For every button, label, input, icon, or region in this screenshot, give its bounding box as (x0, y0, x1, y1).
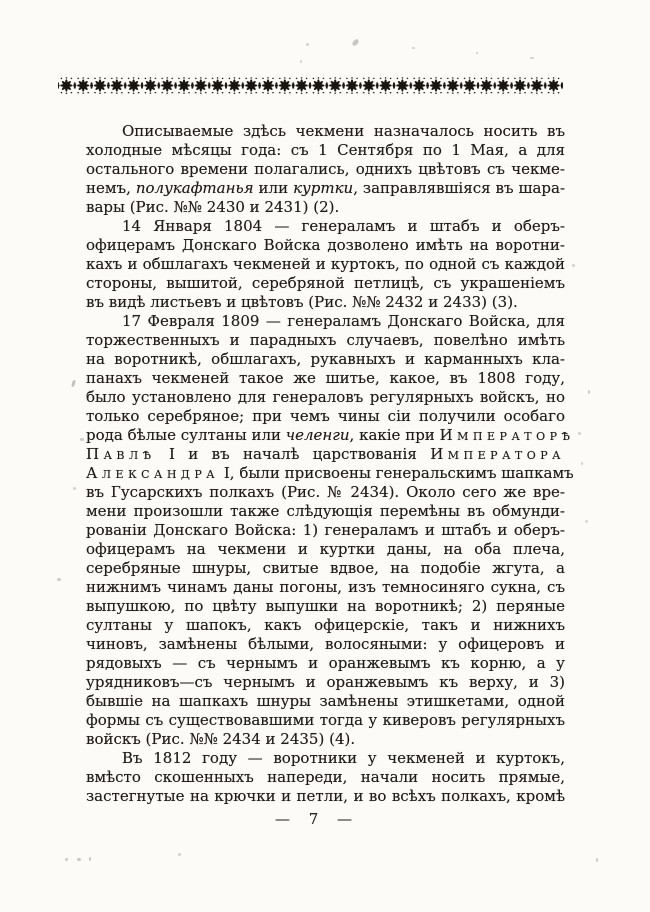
text-line (86, 407, 565, 426)
text-line (86, 293, 565, 312)
text-line (86, 692, 565, 711)
text-line (86, 274, 565, 293)
text-run: или (253, 179, 294, 197)
scan-speck (306, 43, 309, 46)
scan-speck (476, 52, 478, 54)
text-run: формы съ существовавшими тогда у киверовъ регулярныхъ (86, 711, 565, 729)
scan-speck (588, 390, 590, 394)
ornament-band (58, 77, 563, 94)
text-run: бывшіе на шапкахъ шнуры замѣнены этишкетами, одной (86, 692, 565, 710)
text-line (86, 578, 565, 597)
text-line (86, 426, 575, 445)
text-run: въ Гусарскихъ полкахъ (Рис. № 2434). Около сего же вре- (86, 483, 565, 501)
text-line (86, 255, 565, 274)
floral-rosette-band-icon (58, 77, 563, 94)
text-run: остального времени полагались, однихъ цвѣтовъ съ чекме- (86, 160, 565, 178)
text-run: вмѣсто скошенныхъ напереди, начали носить прямые, (86, 768, 565, 786)
text-line (86, 654, 565, 673)
scan-speck (57, 578, 61, 581)
text-line (86, 350, 565, 369)
text-line (86, 141, 565, 160)
text-run: кахъ и обшлагахъ чекменей и куртокъ, по одной съ каждой (86, 255, 565, 273)
royal-name: Павлѣ (86, 445, 156, 463)
text-line (86, 597, 565, 616)
text-run: въ видѣ листьевъ и цвѣтовъ (Рис. №№ 2432 и 2433) (3). (86, 293, 518, 311)
text-run: выпушкою, по цвѣту выпушки на воротникѣ; 2) перяные (86, 597, 565, 615)
text-line (86, 369, 565, 388)
text-line (86, 673, 565, 692)
scan-speck (596, 858, 598, 862)
scan-speck (412, 47, 415, 49)
text-run: , какіе при (349, 426, 440, 444)
text-run: серебряные шнуры, свитые вдвое, на подобіе жгута, а (86, 559, 565, 577)
page-number-label: — 7 — (274, 810, 353, 828)
scan-speck (77, 858, 81, 861)
text-run: немъ, (86, 179, 136, 197)
text-run: торжественныхъ и парадныхъ случаевъ, повелѣно имѣть (86, 331, 565, 349)
text-run: на воротникѣ, обшлагахъ, рукавныхъ и карманныхъ кла- (86, 350, 565, 368)
text-run: , заправлявшіяся въ шара- (353, 179, 566, 197)
text-run: урядниковъ—съ чернымъ и оранжевымъ къ верху, и 3) (86, 673, 565, 691)
text-run: 17 Февраля 1809 — генераламъ Донскаго Войска, для (122, 312, 565, 330)
paragraph (86, 217, 565, 312)
scan-speck (300, 60, 302, 63)
text-run: Въ 1812 году — воротники у чекменей и куртокъ, (122, 749, 565, 767)
text-line (86, 388, 565, 407)
paragraph (86, 122, 565, 217)
text-block (86, 122, 575, 806)
italic-term: полукафтанья (135, 179, 254, 197)
royal-name: Императорѣ (439, 426, 575, 444)
text-run: вары (Рис. №№ 2430 и 2431) (2). (86, 198, 340, 216)
scan-speck (89, 857, 91, 861)
paragraph (86, 749, 565, 806)
text-run: холодные мѣсяцы года: съ 1 Сентября по 1 Мая, а для (86, 141, 565, 159)
scan-speck (530, 57, 534, 59)
text-run: было установлено для генераловъ регулярныхъ войскъ, но (86, 388, 565, 406)
royal-name: Александра (86, 464, 220, 482)
text-run: I, были присвоены генеральскимъ шапкамъ (219, 464, 574, 482)
text-run: I и въ началѣ царствованія (155, 445, 431, 463)
text-line (86, 331, 565, 350)
scan-speck (585, 520, 588, 523)
text-line (86, 160, 565, 179)
text-line (86, 616, 565, 635)
scan-speck (65, 858, 68, 861)
text-line (86, 768, 565, 787)
text-run: только серебряное; при чемъ чины сіи получили особаго (86, 407, 565, 425)
scan-speck (178, 853, 181, 856)
text-run: мени произошли также слѣдующія перемѣны въ обмунди- (86, 502, 565, 520)
italic-term: челенги (285, 426, 350, 444)
text-line (86, 559, 565, 578)
page-number (74, 810, 553, 828)
text-run: рядовыхъ — съ чернымъ и оранжевымъ къ корню, а у (86, 654, 565, 672)
text-run: рода бѣлые султаны или (86, 426, 286, 444)
text-run: 14 Января 1804 — генераламъ и штабъ и оберъ- (122, 217, 565, 235)
text-line (86, 540, 565, 559)
royal-name: Императора (430, 445, 565, 463)
scan-speck (578, 432, 581, 435)
text-line (86, 217, 565, 236)
text-run: офицерамъ на чекмени и куртки даны, на оба плеча, (86, 540, 565, 558)
text-line (86, 521, 565, 540)
text-run: офицерамъ Донскаго Войска дозволено имѣть на воротни- (86, 236, 565, 254)
text-line (86, 198, 565, 217)
scan-speck (80, 438, 84, 441)
scan-speck (73, 487, 76, 490)
text-run: султаны у шапокъ, какъ офицерскіе, такъ и нижнихъ (86, 616, 565, 634)
text-line (86, 730, 565, 749)
text-line (86, 122, 565, 141)
paragraph (86, 312, 575, 749)
scan-speck (572, 264, 575, 267)
scan-speck (71, 380, 76, 388)
text-line (86, 635, 565, 654)
text-run: панахъ чекменей такое же шитье, какое, въ 1808 году, (86, 369, 565, 387)
text-line (86, 483, 565, 502)
text-line (86, 464, 574, 483)
text-run: чиновъ, замѣнены бѣлыми, волосяными: у офицеровъ и (86, 635, 565, 653)
text-run: нижнимъ чинамъ даны погоны, изъ темносиняго сукна, съ (86, 578, 565, 596)
scan-speck (581, 462, 583, 465)
scan-speck (351, 39, 360, 47)
text-line (86, 711, 565, 730)
text-line (86, 236, 565, 255)
text-line (86, 312, 565, 331)
text-line (86, 502, 565, 521)
text-run: войскъ (Рис. №№ 2434 и 2435) (4). (86, 730, 356, 748)
text-line (86, 445, 565, 464)
text-run: рованіи Донскаго Войска: 1) генераламъ и штабъ и оберъ- (86, 521, 565, 539)
text-run: стороны, вышитой, серебряной петлицѣ, съ украшеніемъ (86, 274, 565, 292)
text-run: застегнутые на крючки и петли, и во всѣхъ полкахъ, кромѣ (86, 787, 565, 805)
text-line (86, 179, 565, 198)
italic-term: куртки (293, 179, 354, 197)
text-line (86, 787, 565, 806)
text-line (86, 749, 565, 768)
text-run: Описываемые здѣсь чекмени назначалось носить въ (122, 122, 565, 140)
